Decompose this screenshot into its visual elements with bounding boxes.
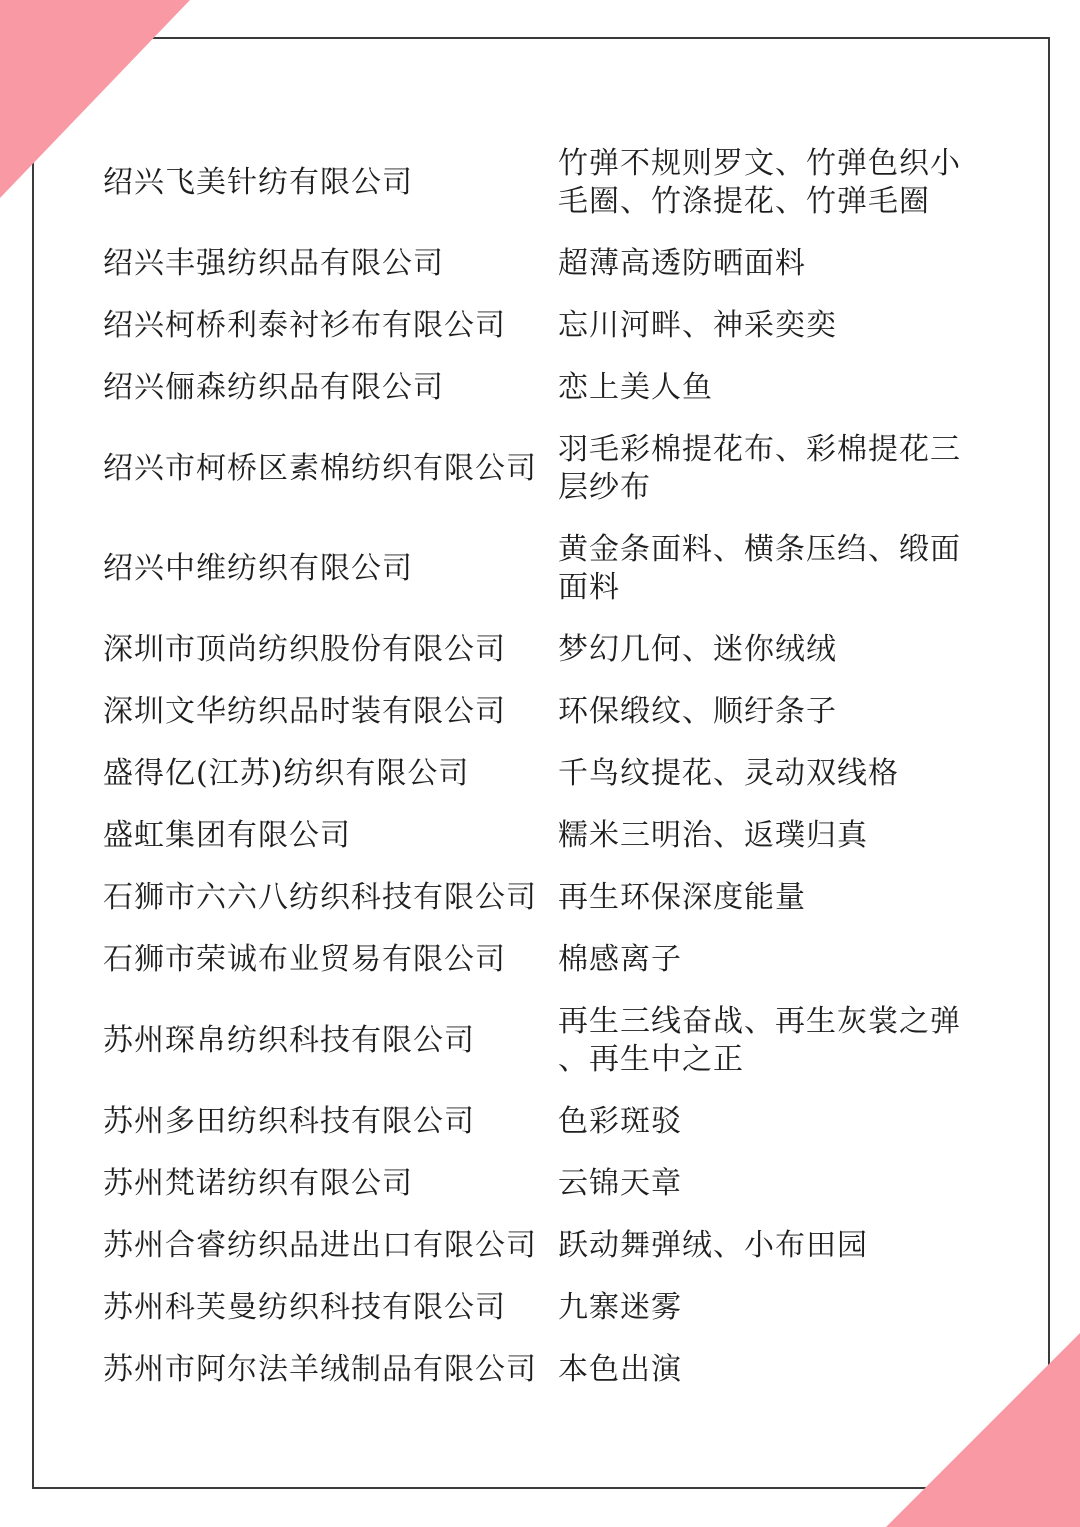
company-name: 苏州市阿尔法羊绒制品有限公司 — [103, 1352, 537, 1387]
product-line: 层纱布 — [558, 470, 651, 505]
product-names — [558, 531, 1050, 607]
product-names — [558, 879, 1050, 917]
company-name: 绍兴飞美针纺有限公司 — [103, 165, 413, 200]
company-name: 盛得亿(江苏)纺织有限公司 — [103, 756, 470, 791]
company-name: 绍兴丰强纺织品有限公司 — [103, 246, 444, 281]
company-name: 绍兴俪森纺织品有限公司 — [103, 370, 444, 405]
product-line: 梦幻几何、迷你绒绒 — [558, 632, 837, 667]
company-name: 绍兴中维纺织有限公司 — [103, 551, 413, 586]
company-name: 苏州梵诺纺织有限公司 — [103, 1166, 413, 1201]
product-line: 忘川河畔、神采奕奕 — [558, 308, 837, 343]
product-names — [558, 1227, 1050, 1265]
table-row — [103, 941, 1050, 979]
company-name: 绍兴柯桥利泰衬衫布有限公司 — [103, 308, 506, 343]
product-names — [558, 693, 1050, 731]
company-name: 盛虹集团有限公司 — [103, 818, 351, 853]
company-name: 深圳文华纺织品时装有限公司 — [103, 694, 506, 729]
product-line: 色彩斑驳 — [558, 1104, 682, 1139]
product-names — [558, 431, 1050, 507]
product-line: 黄金条面料、横条压绉、缎面 — [558, 532, 961, 567]
table-row — [103, 1227, 1050, 1265]
product-line: 跃动舞弹绒、小布田园 — [558, 1228, 868, 1263]
table-row — [103, 693, 1050, 731]
product-line: 环保缎纹、顺纡条子 — [558, 694, 837, 729]
table-row — [103, 531, 1050, 607]
table-row — [103, 1351, 1050, 1389]
table-row — [103, 431, 1050, 507]
table-row — [103, 879, 1050, 917]
product-line: 糯米三明治、返璞归真 — [558, 818, 868, 853]
product-names — [558, 145, 1050, 221]
product-names — [558, 245, 1050, 283]
product-line: 毛圈、竹涤提花、竹弹毛圈 — [558, 184, 930, 219]
product-line: 云锦天章 — [558, 1166, 682, 1201]
company-name: 苏州合睿纺织品进出口有限公司 — [103, 1228, 537, 1263]
product-names — [558, 369, 1050, 407]
table-row — [103, 1165, 1050, 1203]
product-names — [558, 1165, 1050, 1203]
table-row — [103, 1003, 1050, 1079]
product-line: 棉感离子 — [558, 942, 682, 977]
company-name: 苏州琛帛纺织科技有限公司 — [103, 1023, 475, 1058]
company-name: 石狮市六六八纺织科技有限公司 — [103, 880, 537, 915]
table-row — [103, 1103, 1050, 1141]
product-line: 九寨迷雾 — [558, 1290, 682, 1325]
table-row — [103, 755, 1050, 793]
product-line: 再生环保深度能量 — [558, 880, 806, 915]
table-row — [103, 631, 1050, 669]
table-row — [103, 817, 1050, 855]
product-names — [558, 1103, 1050, 1141]
product-line: 超薄高透防晒面料 — [558, 246, 806, 281]
product-line: 面料 — [558, 570, 620, 605]
product-line: 千鸟纹提花、灵动双线格 — [558, 756, 899, 791]
product-line: 、再生中之正 — [558, 1042, 744, 1077]
table-row — [103, 145, 1050, 221]
product-line: 羽毛彩棉提花布、彩棉提花三 — [558, 432, 961, 467]
product-line: 竹弹不规则罗文、竹弹色织小 — [558, 146, 961, 181]
product-line: 再生三线奋战、再生灰裳之弹 — [558, 1004, 961, 1039]
table-row — [103, 1289, 1050, 1327]
table-row — [103, 307, 1050, 345]
company-name: 深圳市顶尚纺织股份有限公司 — [103, 632, 506, 667]
product-names — [558, 307, 1050, 345]
product-names — [558, 1289, 1050, 1327]
table-row — [103, 369, 1050, 407]
company-name: 绍兴市柯桥区素棉纺织有限公司 — [103, 451, 537, 486]
product-names — [558, 1003, 1050, 1079]
product-line: 本色出演 — [558, 1352, 682, 1387]
product-names — [558, 755, 1050, 793]
company-name: 苏州多田纺织科技有限公司 — [103, 1104, 475, 1139]
product-names — [558, 631, 1050, 669]
company-name: 苏州科芙曼纺织科技有限公司 — [103, 1290, 506, 1325]
product-names — [558, 941, 1050, 979]
product-names — [558, 817, 1050, 855]
product-names — [558, 1351, 1050, 1389]
company-name: 石狮市荣诚布业贸易有限公司 — [103, 942, 506, 977]
company-product-table — [103, 145, 1050, 1413]
table-row — [103, 245, 1050, 283]
product-line: 恋上美人鱼 — [558, 370, 713, 405]
